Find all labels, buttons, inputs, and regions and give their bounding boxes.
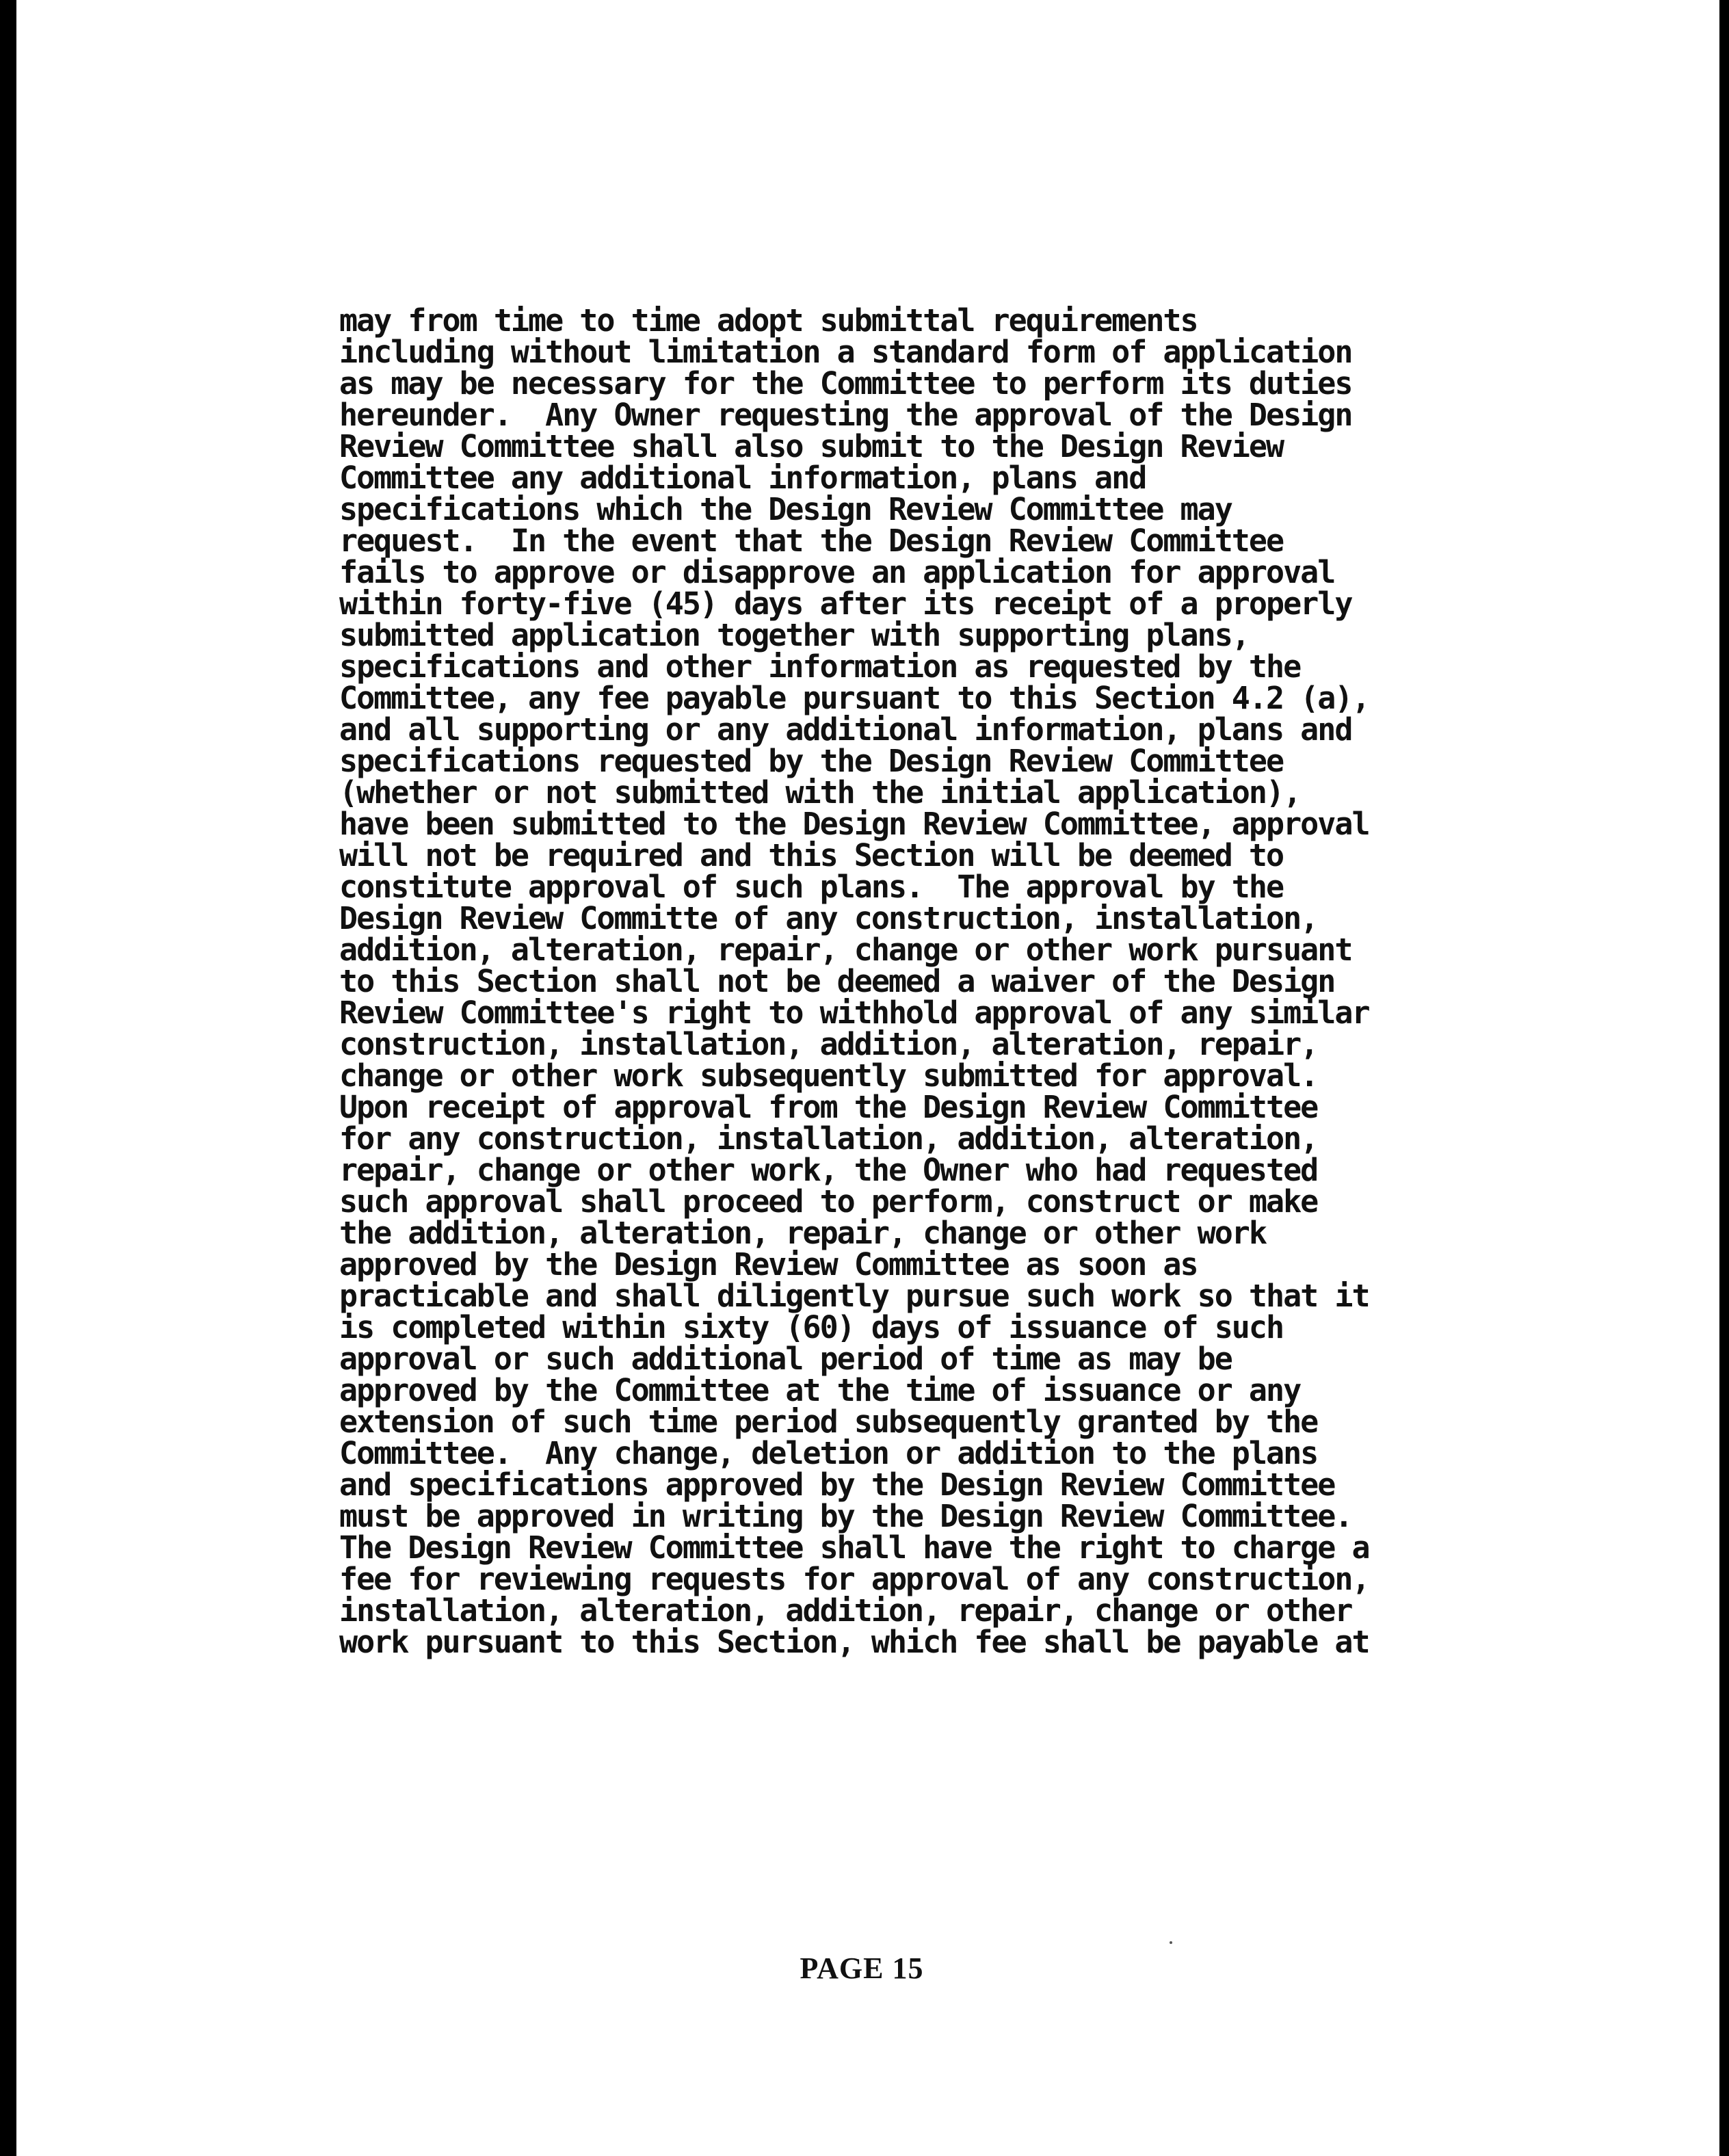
text-line: may from time to time adopt submittal requirements — [339, 302, 1198, 339]
text-line: hereunder. Any Owner requesting the approval of the Design — [339, 397, 1352, 433]
text-line: and specifications approved by the Design Review Committee — [339, 1467, 1335, 1503]
text-line: Review Committee shall also submit to the Design Review — [339, 428, 1284, 464]
text-line: submitted application together with supporting plans, — [339, 617, 1249, 653]
text-line: Design Review Committe of any construction, installation, — [339, 900, 1318, 936]
body-paragraph — [339, 302, 1557, 1660]
text-line: fails to approve or disapprove an application for approval — [339, 554, 1335, 590]
text-line: specifications requested by the Design Review Committee — [339, 743, 1284, 779]
text-line: Committee any additional information, plans and — [339, 460, 1146, 496]
text-line: as may be necessary for the Committee to perform its duties — [339, 365, 1352, 402]
text-line: specifications and other information as requested by the — [339, 648, 1301, 685]
text-line: addition, alteration, repair, change or other work pursuant — [339, 932, 1352, 968]
text-line: approved by the Committee at the time of issuance or any — [339, 1372, 1301, 1408]
text-line: within forty-five (45) days after its receipt of a properly — [339, 586, 1352, 622]
text-line: have been submitted to the Design Review Committee, approval — [339, 806, 1369, 842]
text-line: practicable and shall diligently pursue such work so that it — [339, 1278, 1369, 1314]
text-line: extension of such time period subsequently granted by the — [339, 1404, 1318, 1440]
text-line: Committee. Any change, deletion or addition to the plans — [339, 1435, 1318, 1471]
text-line: change or other work subsequently submitted for approval. — [339, 1057, 1318, 1094]
text-line: work pursuant to this Section, which fee shall be payable at — [339, 1624, 1369, 1660]
page-number: PAGE 15 — [800, 1951, 924, 1985]
text-line: constitute approval of such plans. The approval by the — [339, 869, 1284, 905]
text-line: Review Committee's right to withhold approval of any similar — [339, 995, 1369, 1031]
text-line: fee for reviewing requests for approval of any construction, — [339, 1561, 1369, 1597]
text-line: repair, change or other work, the Owner who had requested — [339, 1152, 1318, 1188]
text-line: specifications which the Design Review Committee may — [339, 491, 1232, 527]
text-line: and all supporting or any additional information, plans and — [339, 711, 1352, 748]
scan-border-right — [1719, 0, 1729, 2156]
text-line: including without limitation a standard form of application — [339, 334, 1352, 370]
text-line: request. In the event that the Design Review Committee — [339, 523, 1284, 559]
text-line: installation, alteration, addition, repair, change or other — [339, 1592, 1352, 1629]
text-line: construction, installation, addition, alteration, repair, — [339, 1026, 1318, 1062]
text-line: Committee, any fee payable pursuant to this Section 4.2 (a), — [339, 680, 1369, 716]
text-line: is completed within sixty (60) days of issuance of such — [339, 1309, 1284, 1345]
text-line: to this Section shall not be deemed a waiver of the Design — [339, 963, 1335, 999]
text-line: will not be required and this Section will be deemed to — [339, 837, 1284, 873]
text-line: approved by the Design Review Committee as soon as — [339, 1246, 1198, 1283]
text-line: Upon receipt of approval from the Design Review Committee — [339, 1089, 1318, 1125]
scan-speck — [1170, 1941, 1172, 1944]
text-line: for any construction, installation, addition, alteration, — [339, 1120, 1318, 1157]
text-line: must be approved in writing by the Design Review Committee. — [339, 1498, 1352, 1534]
text-line: the addition, alteration, repair, change or other work — [339, 1215, 1266, 1251]
scan-border-left — [0, 0, 16, 2156]
text-line: approval or such additional period of time as may be — [339, 1341, 1232, 1377]
text-line: such approval shall proceed to perform, construct or make — [339, 1183, 1318, 1220]
text-line: The Design Review Committee shall have the right to charge a — [339, 1529, 1369, 1566]
text-line: (whether or not submitted with the initial application), — [339, 774, 1301, 811]
